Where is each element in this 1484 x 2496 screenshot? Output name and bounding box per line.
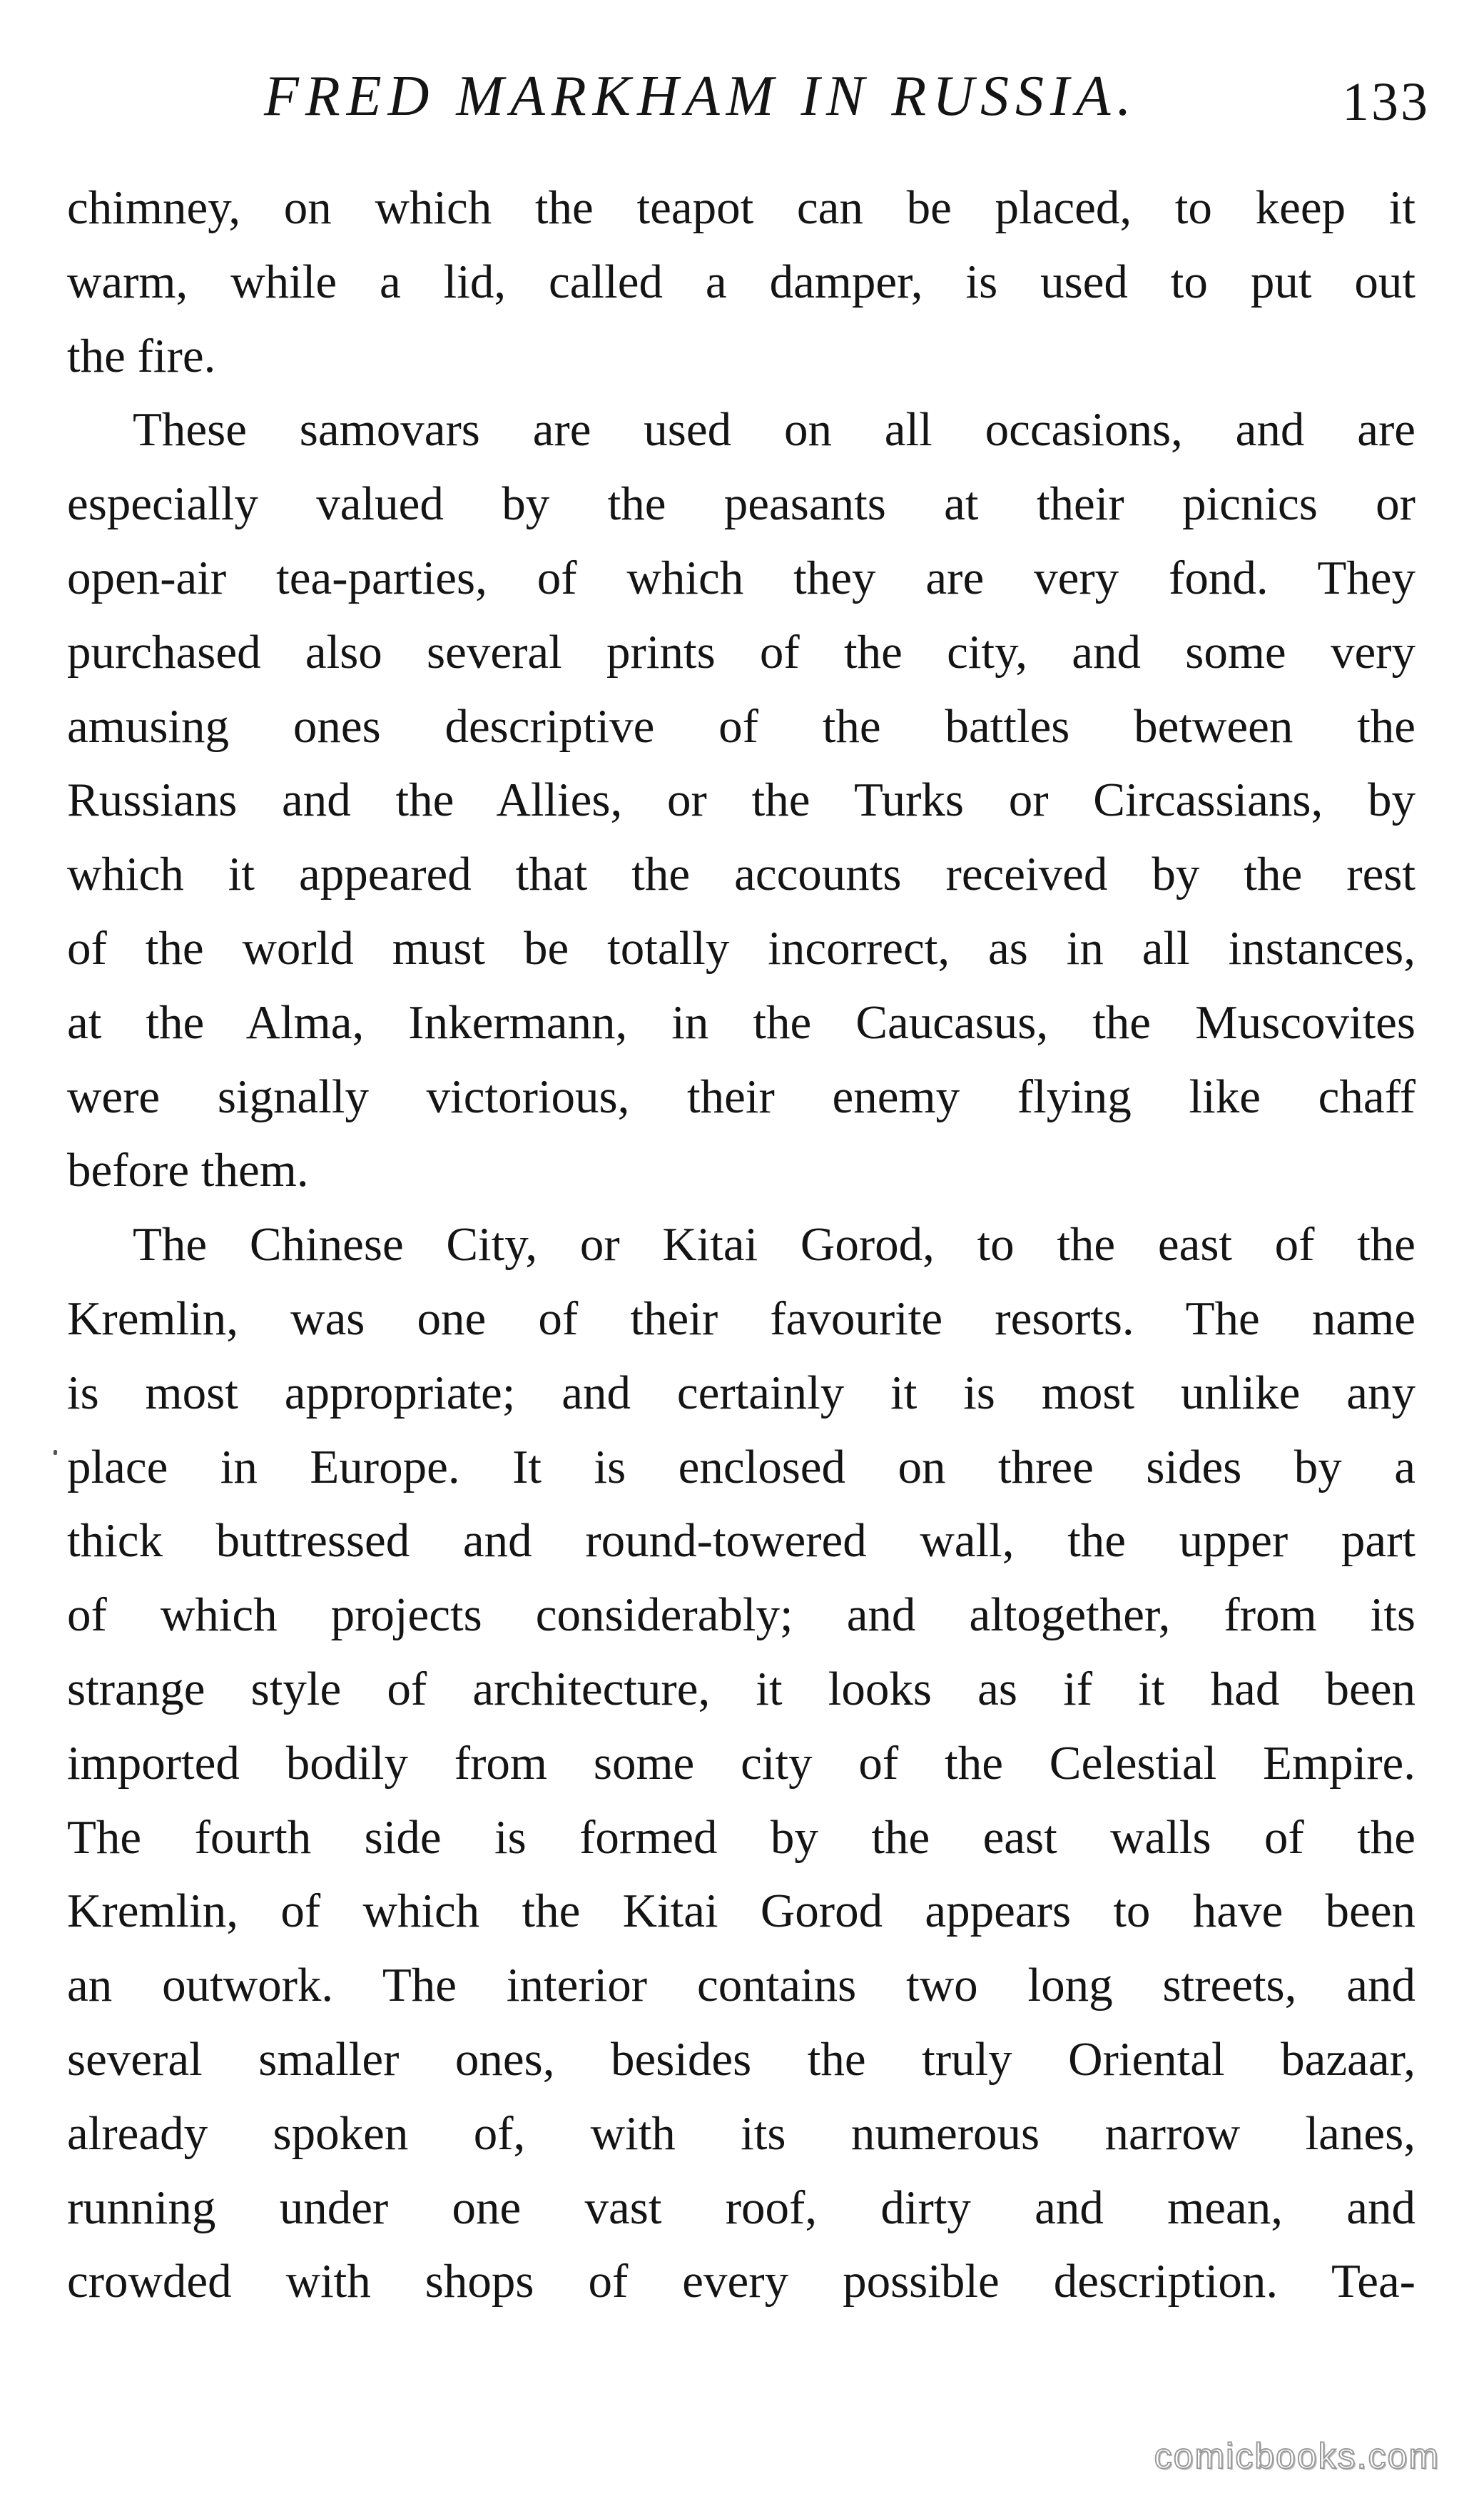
- text-line: The fourth side is formed by the east walls of the: [67, 1810, 1416, 1864]
- text-line: several smaller ones, besides the truly Oriental bazaar,: [67, 2032, 1416, 2086]
- paragraph: [67, 393, 1416, 1208]
- text-line: chimney, on which the teapot can be placed, to keep it: [67, 181, 1416, 234]
- ink-speck: [54, 1450, 57, 1455]
- text-line: especially valued by the peasants at their picnics or: [67, 477, 1416, 531]
- text-line: amusing ones descriptive of the battles between the: [67, 699, 1416, 753]
- text-line: Kremlin, of which the Kitai Gorod appears to have been: [67, 1884, 1416, 1938]
- text-line: at the Alma, Inkermann, in the Caucasus, the Muscovites: [67, 995, 1416, 1049]
- text-line: the fire.: [67, 329, 216, 382]
- running-header: [0, 57, 1484, 143]
- paragraph: [67, 171, 1416, 393]
- body-text: [67, 171, 1416, 2319]
- text-line: Kremlin, was one of their favourite resorts. The name: [67, 1292, 1416, 1345]
- text-line: purchased also several prints of the city, and some very: [67, 625, 1416, 679]
- text-line: strange style of architecture, it looks as if it had been: [67, 1662, 1416, 1715]
- text-line: The Chinese City, or Kitai Gorod, to the east of the: [133, 1218, 1416, 1272]
- text-line: thick buttressed and round-towered wall, the upper part: [67, 1514, 1416, 1568]
- watermark: comicbooks.com: [1154, 2436, 1440, 2476]
- text-line: open-air tea-parties, of which they are very fond. They: [67, 551, 1416, 604]
- text-line: of the world must be totally incorrect, as in all instances,: [67, 921, 1416, 975]
- text-line: running under one vast roof, dirty and mean, and: [67, 2181, 1416, 2234]
- text-line: of which projects considerably; and altogether, from its: [67, 1588, 1416, 1642]
- text-line: which it appeared that the accounts received by the rest: [67, 848, 1416, 901]
- text-line: an outwork. The interior contains two long streets, and: [67, 1959, 1416, 2012]
- text-line: crowded with shops of every possible description. Tea-: [67, 2255, 1416, 2308]
- paragraph: [67, 1208, 1416, 2319]
- text-line: imported bodily from some city of the Celestial Empire.: [67, 1736, 1416, 1790]
- text-line: These samovars are used on all occasions, and are: [133, 403, 1416, 457]
- text-line: were signally victorious, their enemy flying like chaff: [67, 1070, 1416, 1123]
- page-number: 133: [1342, 72, 1430, 132]
- running-title: FRED MARKHAM IN RUSSIA.: [264, 65, 1138, 128]
- text-line: Russians and the Allies, or the Turks or Circassians, by: [67, 773, 1416, 827]
- text-line: already spoken of, with its numerous narrow lanes,: [67, 2106, 1416, 2160]
- text-line: before them.: [67, 1144, 309, 1197]
- text-line: warm, while a lid, called a damper, is used to put out: [67, 255, 1416, 308]
- text-line: place in Europe. It is enclosed on three sides by a: [67, 1440, 1416, 1493]
- text-line: is most appropriate; and certainly it is most unlike any: [67, 1366, 1416, 1419]
